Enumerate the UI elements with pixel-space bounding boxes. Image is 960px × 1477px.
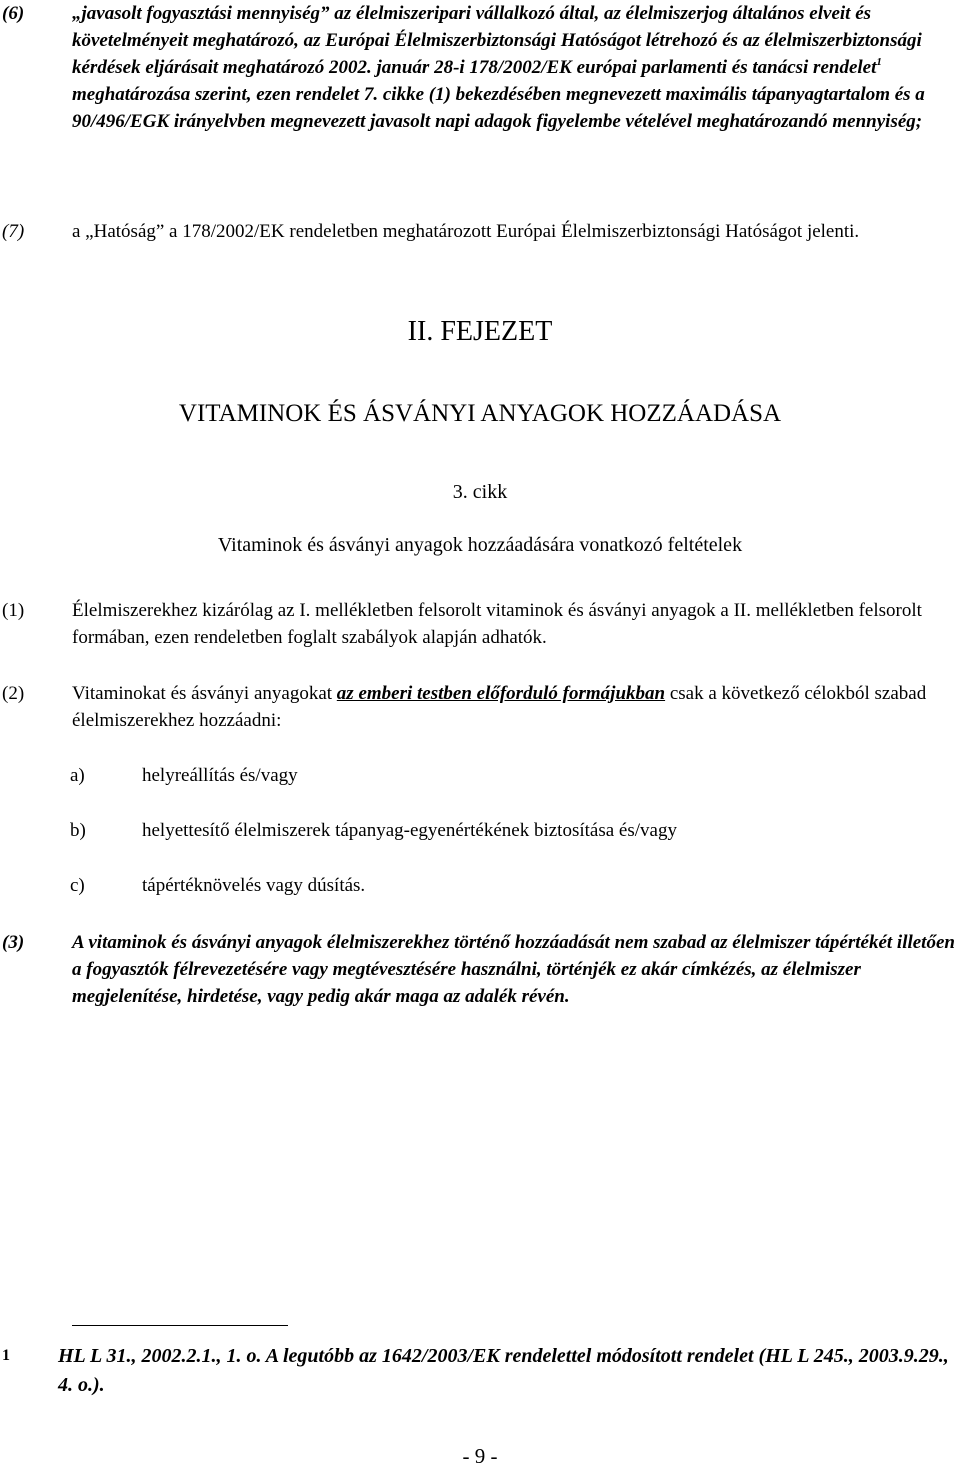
footnote-text: HL L 31., 2002.2.1., 1. o. A legutóbb az 1642/2003/EK rendelettel módosított rendelet (HL L 245., 2003.9.29., 4. o.). [58,1345,949,1396]
footnote-reference: 1 [876,56,882,68]
list-item-label: b) [70,820,86,841]
article-paragraph-2 [0,680,956,734]
list-item [70,762,298,789]
article-title: Vitaminok és ásványi anyagok hozzáadására vonatkozó feltételek [217,534,743,556]
paragraph-number: (6) [2,3,25,24]
article-number: 3. cikk [452,481,508,503]
footnote [0,1342,960,1400]
list-item-text: tápértéknövelés vagy dúsítás. [142,875,366,896]
paragraph-number: (2) [2,683,25,704]
chapter-number: II. FEJEZET [407,316,553,347]
paragraph-text: A vitaminok és ásványi anyagok élelmiszerekhez történő hozzáadását nem szabad az élelmiszer tápértékét illetően a fogyasztók félrevezetésére vagy megtévesztésére használni, történjék ez akár címkézés, az élelmiszer megjelenítése, hirdetése, vagy pedig akár maga az adalék révén. [72,932,955,1007]
paragraph-text: Élelmiszerekhez kizárólag az I. mellékletben felsorolt vitaminok és ásványi anyagok a II. mellékletben felsorolt formában, ezen rendeletben foglalt szabályok alapján adhatók. [72,600,922,648]
list-item [70,817,677,844]
footnote-separator [72,1325,288,1326]
page-number: - 9 - [462,1444,498,1468]
emphasized-text: az emberi testben előforduló formájukban [336,683,666,704]
paragraph-number: (1) [2,600,25,621]
paragraph-text-part: csak a következő célokból szabad élelmiszerekhez hozzáadni: [72,683,927,731]
paragraph-number: (3) [2,932,25,953]
paragraph-text-part: meghatározása szerint, ezen rendelet 7. cikke (1) bekezdésében megnevezett maximális tápanyagtartalom és a 90/496/EGK irányelvben megnevezett javasolt napi adagok figyelembe vételével meghatározandó mennyiség; [72,84,925,132]
paragraph-text [72,680,956,734]
article-paragraph-1 [0,597,956,651]
paragraph-text [72,0,956,135]
list-item-text: helyreállítás és/vagy [142,765,298,786]
paragraph-7 [0,218,956,245]
list-item-label: a) [70,765,85,786]
paragraph-text: a „Hatóság” a 178/2002/EK rendeletben meghatározott Európai Élelmiszerbiztonsági Hatóságot jelenti. [72,221,860,242]
footnote-number: 1 [2,1347,10,1364]
list-item-label: c) [70,875,85,896]
chapter-title: VITAMINOK ÉS ÁSVÁNYI ANYAGOK HOZZÁADÁSA [178,400,782,427]
list-item [70,872,365,899]
list-item-text: helyettesítő élelmiszerek tápanyag-egyenértékének biztosítása és/vagy [142,820,677,841]
article-paragraph-3 [0,929,956,1010]
paragraph-6 [0,0,956,135]
paragraph-number: (7) [2,221,25,242]
paragraph-text-part: Vitaminokat és ásványi anyagokat [72,683,337,704]
paragraph-text-part: „javasolt fogyasztási mennyiség” az élelmiszeripari vállalkozó által, az élelmiszerjog általános elveit és követelményeit meghatározó, az Európai Élelmiszerbiztonsági Hatóságot létrehozó és az élelmiszerbiztonsági kérdések eljárásait meghatározó 2002. január 28-i 178/2002/EK európai parlamenti és tanácsi rendelet [72,3,922,78]
